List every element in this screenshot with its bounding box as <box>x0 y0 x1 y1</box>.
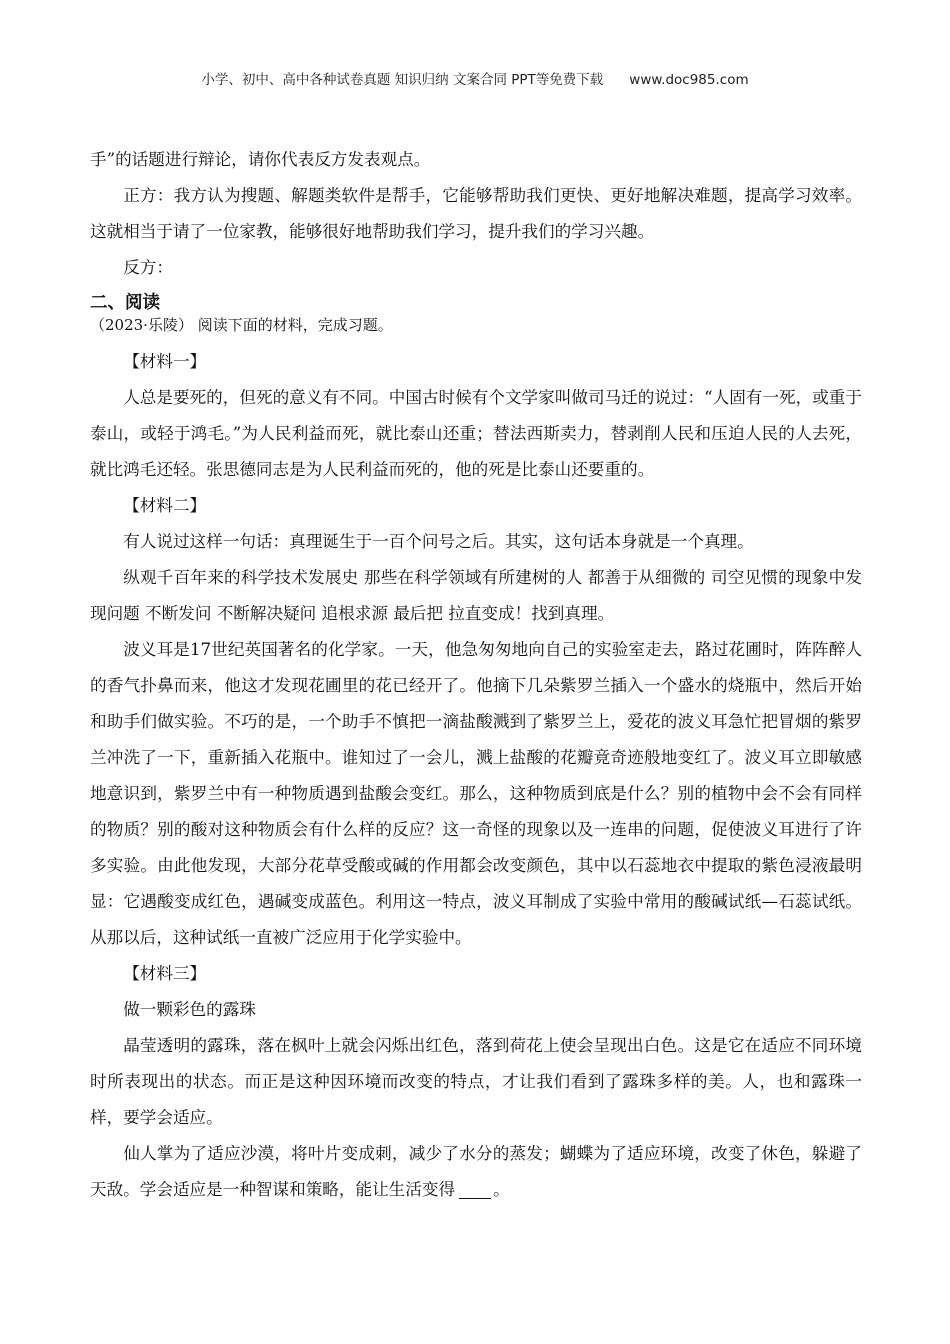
con-statement: 反方： <box>123 258 173 277</box>
material2-paragraph-2: 纵观千百年来的科学技术发展史 那些在科学领域有所建树的人 都善于从细微的 司空见惯的现象中发现问题 不断发问 不断解决疑问 追根求源 最后把 拉直变成！找到真理。 <box>90 568 862 623</box>
material2-paragraph-3: 波义耳是17世纪英国著名的化学家。一天，他急匆匆地向自己的实验室走去，路过花圃时，阵阵醉人的香气扑鼻而来，他这才发现花圃里的花已经开了。他摘下几朵紫罗兰插入一个盛水的烧瓶中，然后开始和助手们做实验。不巧的是，一个助手不慎把一滴盐酸溅到了紫罗兰上，爱花的波义耳急忙把冒烟的紫罗兰冲洗了一下，重新插入花瓶中。谁知过了一会儿，溅上盐酸的花瓣竟奇迹般地变红了。波义耳立即敏感地意识到，紫罗兰中有一种物质遇到盐酸会变红。那么，这种物质到底是什么？别的植物中会不会有同样的物质？别的酸对这种物质会有什么样的反应？这一奇怪的现象以及一连串的问题，促使波义耳进行了许多实验。由此他发现，大部分花草受酸或碱的作用都会改变颜色，其中以石蕊地衣中提取的紫色浸液最明显：它遇酸变成红色，遇碱变成蓝色。利用这一特点，波义耳制成了实验中常用的酸碱试纸—石蕊试纸。从那以后，这种试纸一直被广泛应用于化学实验中。 <box>90 640 862 947</box>
material1-label: 【材料一】 <box>123 352 207 371</box>
intro-line: 手”的话题进行辩论，请你代表反方发表观点。 <box>90 150 431 169</box>
material1-text: 人总是要死的，但死的意义有不同。中国古时候有个文学家叫做司马迁的说过：“人固有一死，或重于泰山，或轻于鸿毛。”为人民利益而死，就比泰山还重；替法西斯卖力，替剥削人民和压迫人民的人去死，就比鸿毛还轻。张思德同志是为人民利益而死的，他的死是比泰山还要重的。 <box>90 388 862 479</box>
section-title: 二、阅读 <box>90 293 160 313</box>
section-source: （2023·乐陵） 阅读下面的材料，完成习题。 <box>90 316 393 334</box>
answer-blank[interactable] <box>459 1182 491 1199</box>
material3-paragraph-2 <box>90 1136 862 1208</box>
material3-paragraph-2-text: 仙人掌为了适应沙漠，将叶片变成刺，减少了水分的蒸发；蝴蝶为了适应环境，改变了休色，躲避了天敌。学会适应是一种智谋和策略，能让生活变得 <box>90 1144 862 1199</box>
material3-label: 【材料三】 <box>123 964 207 983</box>
page-header <box>0 68 950 88</box>
material3-paragraph-1: 晶莹透明的露珠，落在枫叶上就会闪烁出红色，落到荷花上使会呈现出白色。这是它在适应不同环境时所表现出的状态。而正是这种因环境而改变的特点，才让我们看到了露珠多样的美。人，也和露珠一样，要学会适应。 <box>90 1036 862 1127</box>
material3-title: 做一颗彩色的露珠 <box>123 1000 256 1019</box>
document-body <box>90 142 862 1208</box>
pro-statement: 正方：我方认为搜题、解题类软件是帮手，它能够帮助我们更快、更好地解决难题，提高学习效率。这就相当于请了一位家教，能够很好地帮助我们学习，提升我们的学习兴趣。 <box>90 186 862 241</box>
material3-paragraph-2-end: 。 <box>493 1180 510 1199</box>
material2-label: 【材料二】 <box>123 496 207 515</box>
material2-paragraph-1: 有人说过这样一句话：真理诞生于一百个问号之后。其实，这句话本身就是一个真理。 <box>123 532 754 551</box>
header-text: 小学、初中、高中各种试卷真题 知识归纳 文案合同 PPT等免费下载 <box>201 72 604 88</box>
header-site-link[interactable]: www.doc985.com <box>629 72 749 88</box>
